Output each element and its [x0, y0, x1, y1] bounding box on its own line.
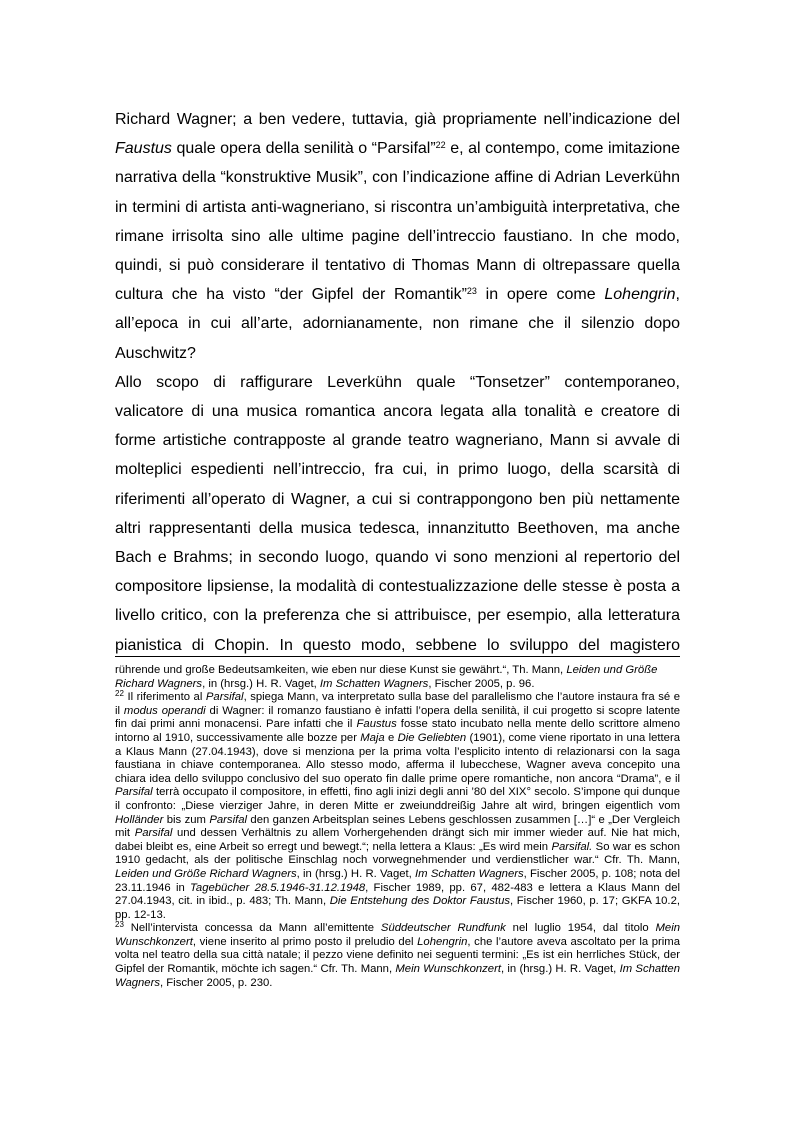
body-text	[115, 105, 680, 660]
body-line: rimane irrisolta sino alle ultime pagine dell’intreccio faustiano. In che modo,	[115, 227, 680, 245]
body-line: altri rappresentanti della musica tedesca, innanzitutto Beethoven, ma anche	[115, 519, 680, 537]
body-line: cultura che ha visto “der Gipfel der Romantik”$^{23}$ in opere come Lohengrin,	[115, 286, 680, 304]
body-line: pianistica di Chopin. In questo modo, sebbene lo sviluppo del magistero	[115, 636, 680, 654]
italic-title-faustus: Faustus	[115, 140, 172, 158]
body-line: valicatore di una musica romantica ancora legata alla tonalità e creatore di	[115, 403, 680, 421]
body-line: all’epoca in cui all’arte, adornianamente, non rimane che il silenzio dopo	[115, 315, 680, 333]
body-line: Auschwitz?	[115, 344, 196, 362]
body-line: narrativa della “konstruktive Musik”, con l’indicazione affine di Adrian Leverkühn	[115, 169, 680, 187]
footnote-ref-22[interactable]: 22	[435, 140, 446, 151]
body-line: Faustus quale opera della senilità o “Parsifal”$^{22}$ e, al contempo, come imitazione	[115, 140, 680, 158]
footnote-number: 23	[115, 920, 124, 930]
body-line: in termini di artista anti-wagneriano, si riscontra un’ambiguità interpretativa, che	[115, 198, 680, 216]
footnote-ref-23[interactable]: 23	[466, 286, 477, 297]
body-line: quindi, si può considerare il tentativo di Thomas Mann di oltrepassare quella	[115, 257, 680, 275]
footnote-23: $^{23}$ Nell’intervista concessa da Mann all’emittente Süddeutscher Rundfunk nel luglio 1954, dal titolo Mein Wunschkonzert, viene inserito al primo posto il preludio del Lohengrin, che l’autore aveva ascoltato per la prima volta nel teatro della sua città natale; il pezzo viene definito nei seguenti termini: „Es ist ein herrliches Stück, der Gipfel der Romantik, möchte ich sagen.“ Cfr. Th. Mann, Mein Wunschkonzert, in (hrsg.) H. R. Vaget, Im Schatten Wagners, Fischer 2005, p. 230.	[115, 920, 681, 989]
body-line: livello critico, con la preferenza che si attribuisce, per esempio, alla letteratura	[115, 607, 680, 625]
body-line: molteplici espedienti nell’intreccio, fra cui, in primo luogo, della scarsità di	[115, 461, 680, 479]
body-line: compositore lipsiense, la modalità di contestualizzazione delle stesse è posta a	[115, 578, 680, 596]
italic-title-lohengrin: Lohengrin	[604, 286, 676, 304]
footnote-separator	[115, 656, 680, 657]
footnote-number: 22	[115, 689, 124, 699]
footnote-22: $^{22}$ Il riferimento al Parsifal, spiega Mann, va interpretato sulla base del parallelismo che l’autore instaura fra sé e il modus operandi di Wagner: il romanzo faustiano è infatti l’opera della senilità, il cui progetto si scopre latente fin dai primi anni monacensi. Pare infatti che il Faustus fosse stato incubato nella mente dello scrittore almeno intorno al 1910, successivamente alle bozze per Maja e Die Geliebten (1901), come viene riportato in una lettera a Klaus Mann (27.04.1943), dove si menziona per la prima volta l’esplicito intento di relazionarsi con la saga faustiana in chiave contemporanea. Allo stesso modo, afferma il lubecchese, Wagner aveva concepito una chiara idea dello sviluppo conclusivo del suo operato fin dalle prime opere romantiche, non ancora “Drama”, e il Parsifal terrà occupato il compositore, in effetti, fino agli inizi degli anni ’80 del XIX° secolo. S’impone qui dunque il confronto: „Diese vierziger Jahre, in deren Mitte er zweiunddreißig Jahre alt wird, bringen eigentlich vom Holländer bis zum Parsifal den ganzen Arbeitsplan seines Lebens geschlossen zusammen […]“ e „Der Vergleich mit Parsifal und dessen Verhältnis zu allem Vorhergehenden drängt sich mir immer wieder auf. Nie hat mich, dabei bleibt es, eine Arbeit so erregt und bewegt.“; nella lettera a Klaus: „Es wird mein Parsifal. So war es schon 1910 gedacht, als der politische Einschlag noch vorwegnehmender und verdienstlicher war.“ Cfr. Th. Mann, Leiden und Größe Richard Wagners, in (hrsg.) H. R. Vaget, Im Schatten Wagners, Fischer 2005, p. 108; nota del 23.11.1946 in Tagebücher 28.5.1946-31.12.1948, Fischer 1989, pp. 67, 482-483 e lettera a Klaus Mann del 27.04.1943, cit. in ibid., p. 483; Th. Mann, Die Entstehung des Doktor Faustus, Fischer 1960, p. 17; GKFA 10.2, pp. 12-13.	[115, 689, 681, 921]
body-line: riferimenti all’operato di Wagner, a cui si contrappongono ben più nettamente	[115, 490, 680, 508]
footnote-continuation: rührende und große Bedeutsamkeiten, wie eben nur diese Kunst sie gewährt.“, Th. Mann, Leiden und Größe Richard Wagners, in (hrsg.) H. R. Vaget, Im Schatten Wagners, Fischer 2005, p. 96.	[115, 664, 658, 690]
footnotes	[115, 664, 680, 990]
body-line: Richard Wagner; a ben vedere, tuttavia, già propriamente nell’indicazione del	[115, 111, 680, 128]
body-line: forme artistiche contrapposte al grande teatro wagneriano, Mann si avvale di	[115, 432, 680, 450]
body-line: Allo scopo di raffigurare Leverkühn quale “Tonsetzer” contemporaneo,	[115, 373, 680, 391]
body-line: Bach e Brahms; in secondo luogo, quando vi sono menzioni al repertorio del	[115, 549, 680, 567]
